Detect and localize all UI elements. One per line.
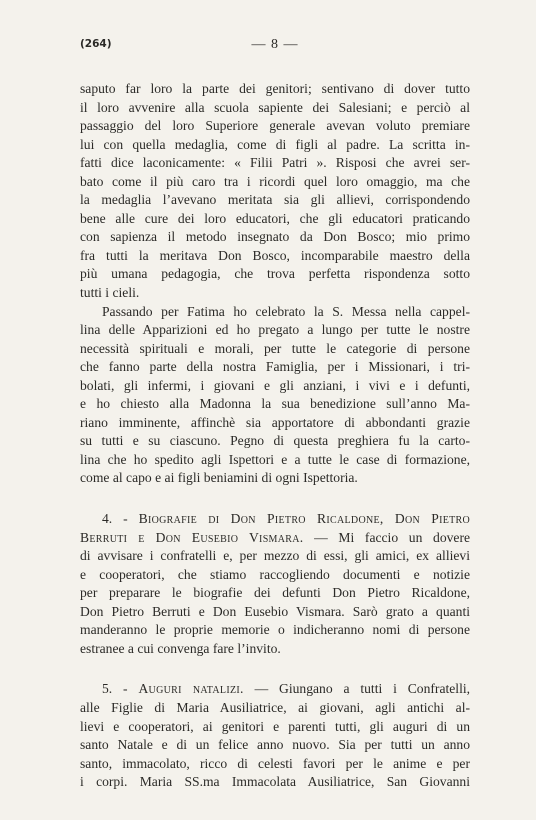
section-title-continued: Berruti e Don Eusebio Vismara.: [80, 529, 304, 545]
text-span: — Mi faccio un dovere: [314, 529, 471, 545]
page-reference: (264): [80, 38, 112, 50]
text-line: come al capo e ai figli beniamini di ogni Ispettoria.: [80, 470, 358, 486]
section-heading-line: [80, 510, 470, 529]
section-number: 4. -: [102, 511, 128, 527]
text-line: saputo far loro la parte dei genitori; sentivano di dover tutto: [80, 81, 470, 96]
text-line: su tutti e su ciascuno. Pegno di questa preghiera fu la carto-: [80, 433, 470, 449]
page-header: [80, 38, 470, 54]
text-line: e ho chiesto alla Madonna la sua benedizione sull’anno Ma-: [80, 396, 470, 412]
text-line: tutti i cieli.: [80, 285, 140, 301]
section-5: [80, 680, 470, 791]
text-line: lina delle Apparizioni ed ho pregato a lungo per tutte le nostre: [80, 322, 470, 338]
text-line: i corpi. Maria SS.ma Immacolata Ausiliatrice, San Giovanni: [80, 774, 470, 790]
section-title: Biografie di Don Pietro Ricaldone, Don Pietro: [138, 511, 471, 527]
text-line: Passando per Fatima ho celebrato la S. Messa nella cappel-: [102, 303, 470, 319]
paragraph-2: [80, 303, 470, 488]
section-spacer: [80, 658, 470, 680]
text-line: lievi e cooperatori, ai genitori e parenti tutti, gli auguri di un: [80, 718, 470, 734]
text-line: bene alle cure dei loro educatori, che gli educatori praticando: [80, 210, 470, 226]
section-heading-line: [80, 680, 470, 699]
text-line: bato come il più caro tra i ricordi quel loro omaggio, ma che: [80, 173, 470, 189]
text-line: per preparare le biografie dei defunti Don Pietro Ricaldone,: [80, 585, 470, 601]
body-text: [80, 80, 470, 792]
text-line: santo Natale e di un felice anno nuovo. Sia per tutti un anno: [80, 737, 470, 753]
section-4: [80, 510, 470, 658]
text-line: fatti dice laconicamente: « Filii Patri ». Risposi che avrei ser-: [80, 155, 470, 171]
text-line: la medaglia l’avevano meritata sia gli allievi, corrispondendo: [80, 192, 470, 208]
text-line: manderanno le proprie memorie o indicheranno nomi di persone: [80, 622, 470, 638]
text-line: lina che ho spedito agli Ispettori e a tutte le case di formazione,: [80, 451, 470, 467]
text-line: il loro avvenire alla scuola sapiente dei Salesiani; e perciò al: [80, 99, 470, 115]
text-line: che fanno parte della nostra Famiglia, per i Missionari, i tri-: [80, 359, 470, 375]
text-line: lui con quella medaglia, come di figli al padre. La scritta in-: [80, 136, 470, 152]
text-span: — Giungano a tutti i Confratelli,: [254, 681, 471, 697]
text-line: e cooperatori, che stiamo raccogliendo documenti e notizie: [80, 566, 470, 582]
text-line: bolati, gli infermi, i giovani e gli anziani, i vivi e i defunti,: [80, 377, 470, 393]
text-line: Don Pietro Berruti e Don Eusebio Vismara. Sarò grato a quanti: [80, 603, 470, 619]
text-line: santo, immacolato, ricco di celesti favori per le anime e per: [80, 755, 470, 771]
text-line: più umana pedagogia, che trova perfetta rispondenza sotto: [80, 266, 470, 282]
text-line: con sapienza il metodo insegnato da Don Bosco; mio primo: [80, 229, 470, 245]
section-spacer: [80, 488, 470, 510]
text-line: di avvisare i confratelli e, per mezzo di essi, gli amici, ex allievi: [80, 548, 470, 564]
section-number: 5. -: [102, 681, 128, 697]
text-line: alle Figlie di Maria Ausiliatrice, ai giovani, agli antichi al-: [80, 699, 470, 715]
text-line: [80, 529, 470, 548]
section-title: Auguri natalizi.: [138, 681, 244, 697]
page-number: — 8 —: [251, 37, 299, 52]
text-line: estranee a cui convenga fare l’invito.: [80, 640, 281, 656]
text-line: riano imminente, affinchè sia apportatore di abbondanti grazie: [80, 414, 470, 430]
text-line: fra tutti la meritava Don Bosco, incomparabile maestro della: [80, 247, 470, 263]
paragraph-1: [80, 80, 470, 303]
text-line: necessità spirituali e morali, per tutte le categorie di persone: [80, 340, 470, 356]
text-line: passaggio del loro Superiore generale avevan voluto premiare: [80, 118, 470, 134]
